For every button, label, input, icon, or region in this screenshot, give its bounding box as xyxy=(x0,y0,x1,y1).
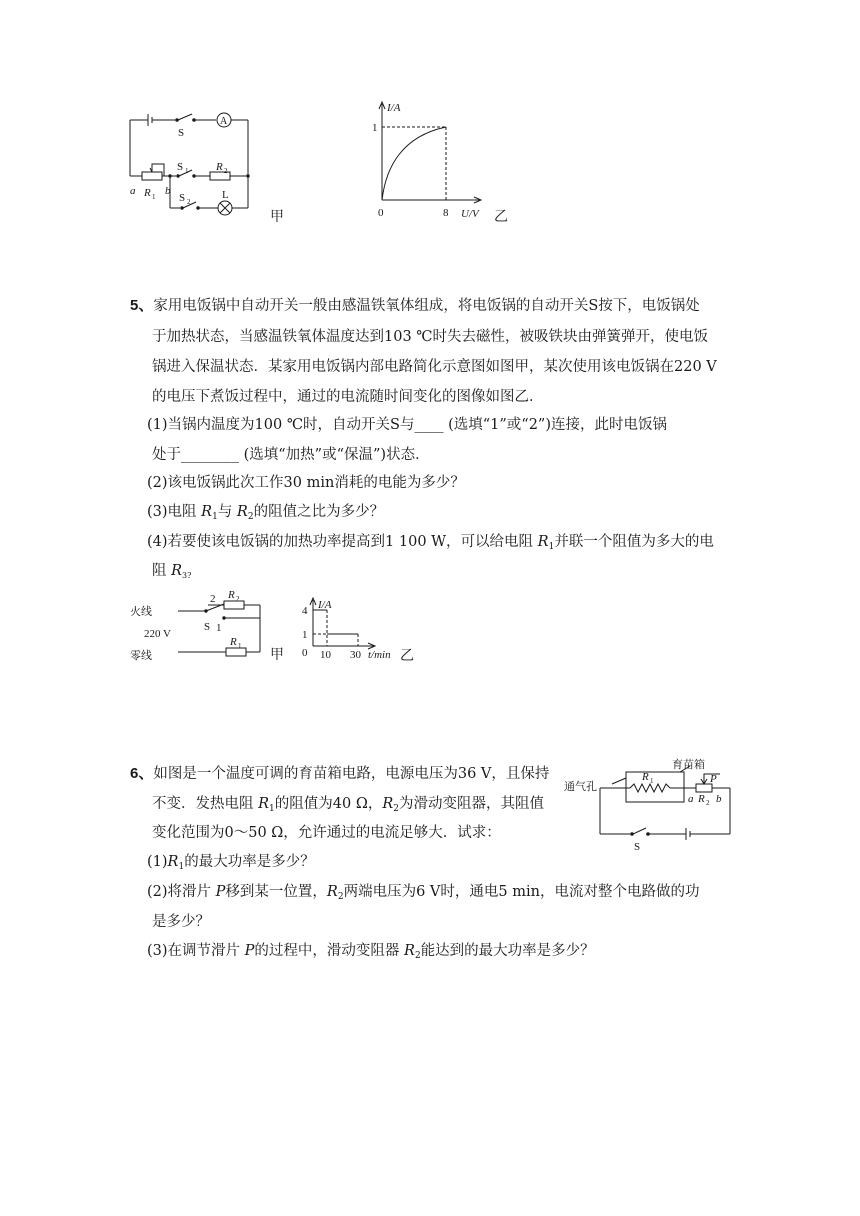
svg-text:a: a xyxy=(130,185,136,197)
svg-text:2: 2 xyxy=(236,595,240,603)
svg-text:通气孔: 通气孔 xyxy=(564,781,597,793)
q6-incubator-circuit-figure xyxy=(562,756,752,852)
svg-text:1: 1 xyxy=(152,193,156,201)
q5-stem-text-1: 家用电饭锅中自动开关一般由感温铁氧体组成，将电饭锅的自动开关S按下，电饭锅处 xyxy=(153,298,700,314)
svg-text:8: 8 xyxy=(443,207,449,219)
q5-stem-line-1 xyxy=(130,296,700,316)
svg-text:1: 1 xyxy=(185,167,189,175)
q6-part2-line-1: (2)将滑片 P移到某一位置，$R_2$两端电压为6 V时，通电5 min，电流对整个电路做的功 xyxy=(147,884,700,902)
q5-number: 5、 xyxy=(130,297,154,314)
q6-stem-line-2: 不变．发热电阻 $R_1$的阻值为40 Ω，$R_2$为滑动变阻器，其阻值 xyxy=(152,796,545,814)
svg-text:火线: 火线 xyxy=(130,606,152,618)
svg-text:1: 1 xyxy=(372,122,378,134)
q5-figure-label-yi: 乙 xyxy=(400,648,414,664)
q6-stem-line-1: 6、如图是一个温度可调的育苗箱电路，电源电压为36 V，且保持 xyxy=(130,765,550,782)
svg-text:育苗箱: 育苗箱 xyxy=(672,759,705,771)
svg-text:2: 2 xyxy=(706,799,710,807)
svg-text:4: 4 xyxy=(302,605,308,617)
q5-stem-line-2: 于加热状态，当感温铁氧体温度达到103 ℃时失去磁性，被吸铁块由弹簧弹开，使电饭 xyxy=(152,329,709,345)
q6-part2-line-2: 是多少？ xyxy=(152,914,210,930)
svg-text:2: 2 xyxy=(210,593,216,605)
svg-text:S: S xyxy=(179,192,186,204)
q4-figure-label-yi: 乙 xyxy=(494,209,508,225)
svg-text:L: L xyxy=(222,189,229,201)
q5-circuit-figure xyxy=(128,588,268,664)
svg-text:2: 2 xyxy=(224,167,228,175)
svg-text:P: P xyxy=(710,773,717,785)
svg-text:10: 10 xyxy=(320,649,331,661)
svg-text:U/V: U/V xyxy=(461,208,479,220)
q5-it-graph xyxy=(296,594,406,666)
svg-text:R: R xyxy=(698,793,705,805)
svg-text:1: 1 xyxy=(650,777,654,785)
svg-text:S: S xyxy=(178,127,185,139)
svg-text:R: R xyxy=(642,771,649,783)
q5-part4-line-1: (4)若要使该电饭锅的加热功率提高到1 100 W，可以给电阻 $R_1$并联一个阻值为多大的电 xyxy=(147,534,714,552)
svg-text:b: b xyxy=(165,185,171,197)
q6-number: 6、 xyxy=(130,765,154,782)
q4-circuit-figure xyxy=(120,108,260,224)
svg-text:1: 1 xyxy=(302,629,308,641)
svg-text:S: S xyxy=(204,621,211,633)
q5-part1-line-2: 处于________ (选填“加热”或“保温”)状态． xyxy=(152,447,430,463)
svg-text:1: 1 xyxy=(238,642,242,650)
svg-text:t/min: t/min xyxy=(368,649,391,661)
svg-text:30: 30 xyxy=(350,649,361,661)
q4-iu-graph xyxy=(368,96,498,226)
q5-part2: (2)该电饭锅此次工作30 min消耗的电能为多少？ xyxy=(147,475,465,491)
svg-text:R: R xyxy=(216,161,223,173)
svg-text:b: b xyxy=(716,793,722,805)
svg-text:220 V: 220 V xyxy=(144,628,171,640)
svg-text:R: R xyxy=(228,589,235,601)
svg-text:2: 2 xyxy=(187,198,191,206)
q5-part1-line-1: (1)当锅内温度为100 ℃时，自动开关S与____ (选填“1”或“2”)连接，此时电饭锅 xyxy=(147,417,668,433)
svg-text:零线: 零线 xyxy=(130,650,152,662)
svg-text:R: R xyxy=(144,187,151,199)
svg-text:1: 1 xyxy=(216,622,222,634)
svg-text:0: 0 xyxy=(302,647,308,659)
q5-part4-line-2: 阻 $R_{3?}$ xyxy=(152,563,192,580)
q5-stem-line-4: 的电压下煮饭过程中，通过的电流随时间变化的图像如图乙． xyxy=(152,389,544,405)
q6-part1: $(1)R_1$的最大功率是多少？ xyxy=(147,854,315,872)
svg-text:R: R xyxy=(230,636,237,648)
svg-text:a: a xyxy=(688,793,694,805)
svg-text:0: 0 xyxy=(378,207,384,219)
svg-text:S: S xyxy=(634,841,641,852)
svg-text:I/A: I/A xyxy=(318,599,332,611)
svg-text:I/A: I/A xyxy=(387,102,401,114)
svg-text:S: S xyxy=(177,161,184,173)
q5-figure-label-jia: 甲 xyxy=(270,647,284,663)
q6-stem-line-3: 变化范围为0～50 Ω，允许通过的电流足够大．试求： xyxy=(152,825,501,841)
q5-stem-line-3: 锅进入保温状态．某家用电饭锅内部电路简化示意图如图甲，某次使用该电饭锅在220 V xyxy=(152,359,717,375)
svg-text:A: A xyxy=(220,116,228,127)
q6-part3: (3)在调节滑片 P的过程中，滑动变阻器 $R_2$能达到的最大功率是多少？ xyxy=(147,943,595,961)
q4-figure-label-jia: 甲 xyxy=(270,209,284,225)
q5-part3: (3)电阻 $R_1$与 $R_2$的阻值之比为多少？ xyxy=(147,504,385,522)
